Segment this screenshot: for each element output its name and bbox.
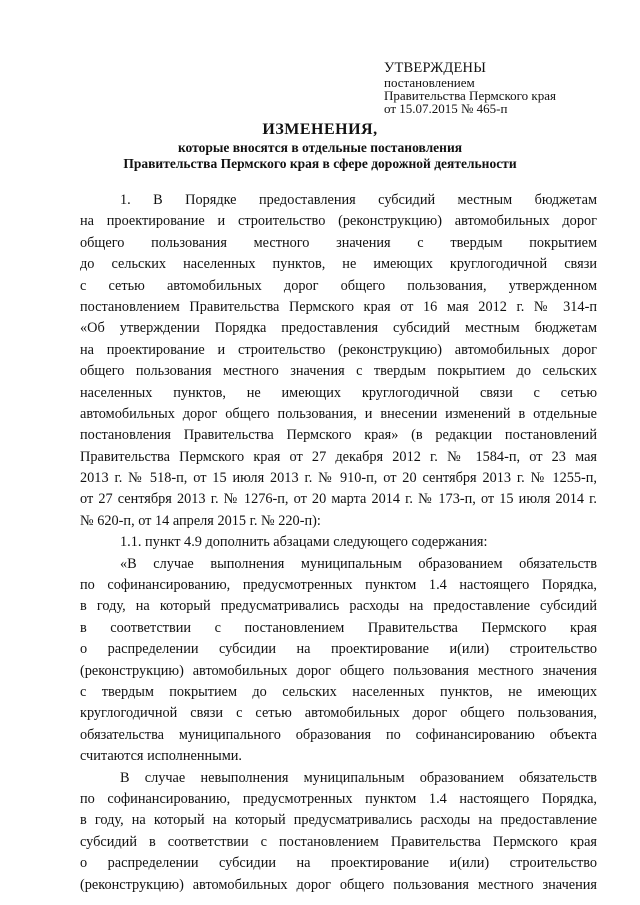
body-text-line: по софинансированию, предусмотренных пунктом 1.4 настоящего Порядка, [80,790,597,807]
body-text-line: по софинансированию, предусмотренных пунктом 1.4 настоящего Порядка, [80,577,597,594]
body-text-line: о распределении субсидии на проектирование и(или) строительство [80,641,597,658]
body-text-line: с сетью автомобильных дорог общего пользования, утвержденном [80,277,597,294]
body-text-line: от 27 сентября 2013 г. № 1276-п, от 20 марта 2014 г. № 173-п, от 15 июля 2014 г. [80,491,597,508]
document-title: ИЗМЕНЕНИЯ, [262,121,378,138]
body-text-line: постановлением Правительства Пермского края от 16 мая 2012 г. № 314-п [80,298,597,315]
approval-block [384,61,624,115]
body-text-line: 2013 г. № 518-п, от 15 июля 2013 г. № 910-п, от 20 сентября 2013 г. № 1255-п, [80,470,597,487]
approval-line: постановлением [384,75,475,90]
approval-line: от 15.07.2015 № 465-п [384,101,508,116]
body-text-line: до сельских населенных пунктов, не имеющих круглогодичной связи [80,256,597,273]
body-text-line: автомобильных дорог общего пользования, и внесении изменений в отдельные [80,405,597,422]
body-text-line: (реконструкцию) автомобильных дорог общего пользования местного значения [80,662,597,679]
body-text-line: общего пользования местного значения с твердым покрытием [80,234,597,251]
body-text-line: в соответствии с постановлением Правительства Пермского края [80,619,597,636]
body-text-line: 1. В Порядке предоставления субсидий местным бюджетам [120,192,597,208]
body-text-line: с твердым покрытием до сельских населенных пунктов, не имеющих [80,683,597,700]
body-text-line: 1.1. пункт 4.9 дополнить абзацами следующего содержания: [120,534,488,551]
approval-line: Правительства Пермского края [384,88,556,103]
body-text-line: № 620-п, от 14 апреля 2015 г. № 220-п): [80,512,321,529]
body-text-line: о распределении субсидии на проектирование и(или) строительство [80,855,597,872]
body-text-line: постановления Правительства Пермского края» (в редакции постановлений [80,427,597,444]
body-text-line: населенных пунктов, не имеющих круглогодичной связи с сетью [80,384,597,401]
body-text-line: в году, на который на который предусматривались расходы на предоставление [80,812,597,829]
body-text-line: обязательства муниципального образования по софинансированию объекта [80,726,597,743]
body-text-line: в году, на который предусматривались расходы на предоставление субсидий [80,598,597,615]
body-text-line: общего пользования местного значения с твердым покрытием до сельских [80,363,597,380]
approval-title: УТВЕРЖДЕНЫ [384,60,487,76]
body-text-line: субсидий в соответствии с постановлением Правительства Пермского края [80,833,597,850]
body-text-line: круглогодичной связи с сетью автомобильных дорог общего пользования, [80,705,597,722]
subtitle-line: которые вносятся в отдельные постановления [177,140,463,155]
body-text-line: (реконструкцию) автомобильных дорог общего пользования местного значения [80,876,597,893]
document-subtitle [0,140,640,171]
body-text-line: Правительства Пермского края от 27 декабря 2012 г. № 1584-п, от 23 мая [80,448,597,465]
body-text-line: «Об утверждении Порядка предоставления субсидий местным бюджетам [80,320,597,337]
body-text-line: «В случае выполнения муниципальным образованием обязательств [120,555,597,572]
body-text-line: считаются исполненными. [80,748,242,765]
document-body [80,190,597,896]
subtitle-line: Правительства Пермского края в сфере дорожной деятельности [123,155,517,171]
body-text-line: на проектирование и строительство (реконструкцию) автомобильных дорог [80,213,597,230]
body-text-line: на проектирование и строительство (реконструкцию) автомобильных дорог [80,341,597,358]
body-text-line: В случае невыполнения муниципальным образованием обязательств [120,769,597,786]
